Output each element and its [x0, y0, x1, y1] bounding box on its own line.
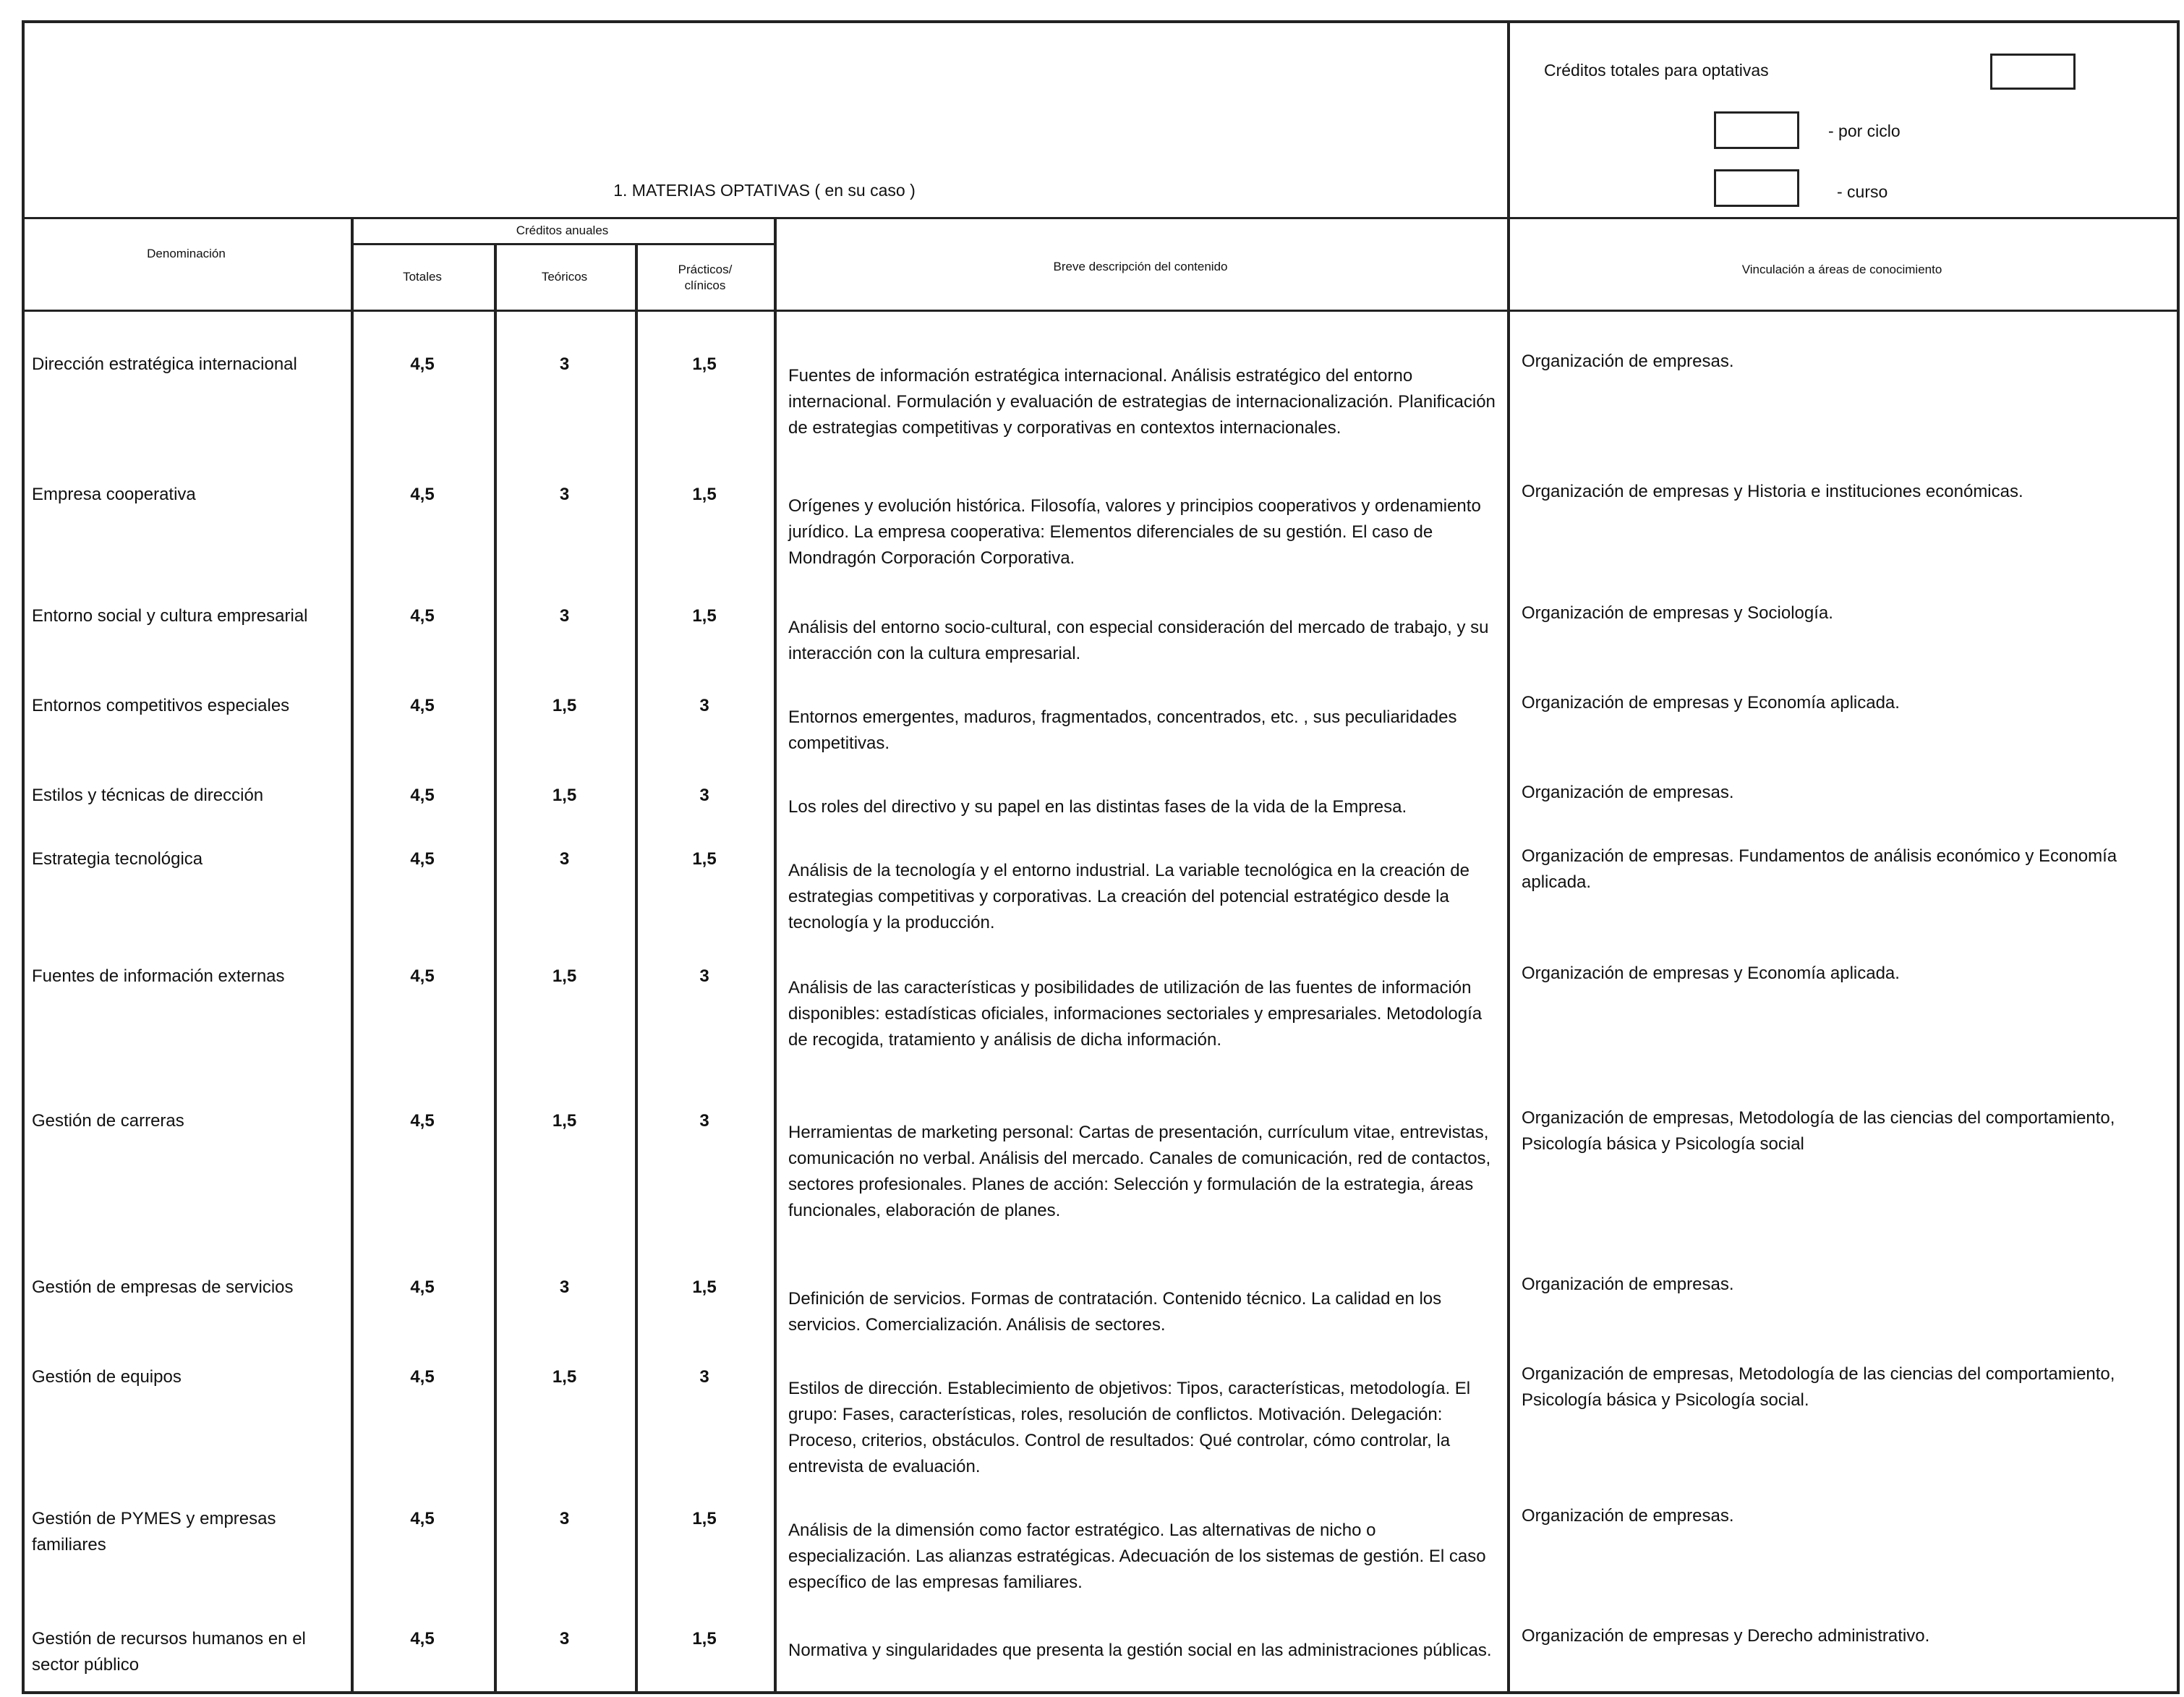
row-totales: 4,5: [410, 966, 435, 986]
header-vinculacion: Vinculación a áreas de conocimiento: [1741, 263, 1942, 276]
row-practicos: 1,5: [692, 1629, 717, 1649]
row-teoricos: 3: [559, 485, 570, 504]
table-row: [22, 456, 2177, 577]
row-description: Fuentes de información estratégica internacional. Análisis estratégico del entorno internacional. Formulación y evaluación de estrategias de internacionalización. Planificación de estrategias competitivas y corporativas en contextos internacionales.: [788, 366, 1496, 438]
row-area: Organización de empresas.: [1522, 1275, 1734, 1294]
row-area: Organización de empresas.: [1522, 1506, 1734, 1526]
row-name: Gestión de equipos: [32, 1367, 182, 1387]
table-row: [22, 937, 2177, 1082]
row-description: Los roles del directivo y su papel en las distintas fases de la vida de la Empresa.: [788, 797, 1407, 817]
row-practicos: 3: [699, 966, 709, 986]
row-totales: 4,5: [410, 1629, 435, 1649]
table-body: [22, 326, 2177, 1680]
row-name: Dirección estratégica internacional: [32, 354, 297, 374]
row-description: Análisis de la dimensión como factor estratégico. Las alternativas de nicho o especialización. Las alianzas estratégicas. Adecuación de los sistemas de gestión. El caso específico de las empresas familiares.: [788, 1521, 1486, 1592]
row-teoricos: 3: [559, 849, 570, 869]
table-row: [22, 1338, 2177, 1480]
credits-course-box[interactable]: [1714, 169, 1799, 207]
row-description: Análisis del entorno socio-cultural, con especial consideración del mercado de trabajo, y su interacción con la cultura empresarial.: [788, 618, 1489, 663]
row-area: Organización de empresas.: [1522, 783, 1734, 802]
table-row: [22, 1082, 2177, 1249]
row-practicos: 1,5: [692, 354, 717, 374]
row-practicos: 3: [699, 1367, 709, 1387]
row-totales: 4,5: [410, 354, 435, 374]
row-description: Normativa y singularidades que presenta la gestión social en las administraciones públicas.: [788, 1641, 1492, 1660]
row-totales: 4,5: [410, 696, 435, 715]
row-name: Gestión de PYMES y empresas familiares: [32, 1509, 276, 1554]
credits-cycle-label: - por ciclo: [1828, 122, 1901, 140]
row-practicos: 1,5: [692, 1277, 717, 1297]
page-title: 1. MATERIAS OPTATIVAS ( en su caso ): [613, 181, 916, 200]
row-name: Entorno social y cultura empresarial: [32, 606, 308, 626]
row-area: Organización de empresas y Economía aplicada.: [1522, 964, 1900, 983]
header-teoricos: Teóricos: [541, 270, 588, 284]
row-teoricos: 3: [559, 1509, 570, 1528]
row-description: Análisis de las características y posibilidades de utilización de las fuentes de información disponibles: estadísticas oficiales, informaciones sectoriales y empresariales. Metodología de recogida, tratamiento y análisis de dicha información.: [788, 978, 1483, 1050]
row-name: Estrategia tecnológica: [32, 849, 203, 869]
row-practicos: 3: [699, 696, 709, 715]
row-teoricos: 1,5: [552, 1367, 577, 1387]
row-totales: 4,5: [410, 786, 435, 805]
row-teoricos: 3: [559, 354, 570, 374]
row-area: Organización de empresas. Fundamentos de análisis económico y Economía aplicada.: [1522, 846, 2117, 892]
optativas-table: [22, 326, 2177, 1680]
row-totales: 4,5: [410, 1277, 435, 1297]
row-description: Definición de servicios. Formas de contratación. Contenido técnico. La calidad en los servicios. Comercialización. Análisis de sectores.: [788, 1289, 1442, 1335]
header-totales: Totales: [403, 270, 442, 284]
row-name: Gestión de carreras: [32, 1111, 184, 1131]
row-area: Organización de empresas.: [1522, 352, 1734, 371]
divider-creditos-anuales: [351, 243, 774, 245]
table-row: [22, 1480, 2177, 1600]
row-description: Entornos emergentes, maduros, fragmentados, concentrados, etc. , sus peculiaridades competitivas.: [788, 707, 1457, 753]
row-description: Orígenes y evolución histórica. Filosofía, valores y principios cooperativos y ordenamiento jurídico. La empresa cooperativa: Elementos diferenciales de su gestión. El caso de Mondragón Corporación Corporativa.: [788, 496, 1481, 568]
row-practicos: 1,5: [692, 485, 717, 504]
row-practicos: 1,5: [692, 1509, 717, 1528]
divider-header-row: [22, 310, 2177, 312]
row-teoricos: 1,5: [552, 966, 577, 986]
credits-course-label: - curso: [1837, 182, 1888, 201]
row-area: Organización de empresas y Derecho administrativo.: [1522, 1626, 1930, 1646]
table-row: [22, 820, 2177, 937]
row-area: Organización de empresas y Sociología.: [1522, 603, 1833, 623]
table-row: [22, 326, 2177, 456]
row-practicos: 1,5: [692, 606, 717, 626]
row-teoricos: 3: [559, 1629, 570, 1649]
row-area: Organización de empresas, Metodología de las ciencias del comportamiento, Psicología básica y Psicología social: [1522, 1108, 2115, 1154]
row-area: Organización de empresas y Historia e instituciones económicas.: [1522, 482, 2023, 501]
row-teoricos: 3: [559, 1277, 570, 1297]
row-name: Fuentes de información externas: [32, 966, 285, 986]
table-row: [22, 667, 2177, 757]
row-totales: 4,5: [410, 849, 435, 869]
row-description: Herramientas de marketing personal: Cartas de presentación, currículum vitae, entrevistas, comunicación no verbal. Análisis del mercado. Canales de comunicación, red de contactos, sectores profesionales. Planes de acción: Selección y formulación de la estrategia, áreas funcionales, elaboración de planes.: [788, 1123, 1491, 1220]
row-teoricos: 1,5: [552, 696, 577, 715]
row-name: Empresa cooperativa: [32, 485, 196, 504]
row-totales: 4,5: [410, 606, 435, 626]
row-description: Análisis de la tecnología y el entorno industrial. La variable tecnológica en la creación de estrategias competitivas y corporativas. La creación del potencial estratégico desde la tecnología y la producción.: [788, 861, 1469, 932]
row-practicos: 3: [699, 1111, 709, 1131]
header-creditos-anuales: Créditos anuales: [516, 224, 609, 237]
row-name: Estilos y técnicas de dirección: [32, 786, 264, 805]
credits-total-box[interactable]: [1990, 54, 2076, 90]
row-totales: 4,5: [410, 485, 435, 504]
row-totales: 4,5: [410, 1111, 435, 1131]
row-totales: 4,5: [410, 1367, 435, 1387]
row-area: Organización de empresas, Metodología de las ciencias del comportamiento, Psicología básica y Psicología social.: [1522, 1364, 2115, 1410]
header-descripcion: Breve descripción del contenido: [1053, 260, 1228, 273]
table-row: [22, 1249, 2177, 1338]
row-practicos: 1,5: [692, 849, 717, 869]
document-page: [22, 20, 2177, 1691]
row-teoricos: 3: [559, 606, 570, 626]
row-totales: 4,5: [410, 1509, 435, 1528]
row-name: Gestión de empresas de servicios: [32, 1277, 294, 1297]
row-area: Organización de empresas y Economía aplicada.: [1522, 693, 1900, 713]
header-denominacion: Denominación: [147, 247, 226, 260]
row-teoricos: 1,5: [552, 786, 577, 805]
credits-cycle-box[interactable]: [1714, 111, 1799, 149]
table-row: [22, 1600, 2177, 1680]
header-practicos: Prácticos/ clínicos: [678, 263, 733, 292]
row-practicos: 3: [699, 786, 709, 805]
row-name: Entornos competitivos especiales: [32, 696, 290, 715]
row-teoricos: 1,5: [552, 1111, 577, 1131]
credits-total-label: Créditos totales para optativas: [1544, 61, 1769, 80]
row-description: Estilos de dirección. Establecimiento de objetivos: Tipos, características, metodología. El grupo: Fases, características, roles, resolución de conflictos. Motivación. Delegación: Proceso, criterios, obstáculos. Control de resultados: Qué controlar, cómo controlar, la entrevista de evaluación.: [788, 1379, 1471, 1476]
table-row: [22, 577, 2177, 667]
divider-title-row: [22, 217, 2177, 219]
table-row: [22, 757, 2177, 820]
row-name: Gestión de recursos humanos en el sector público: [32, 1629, 306, 1675]
